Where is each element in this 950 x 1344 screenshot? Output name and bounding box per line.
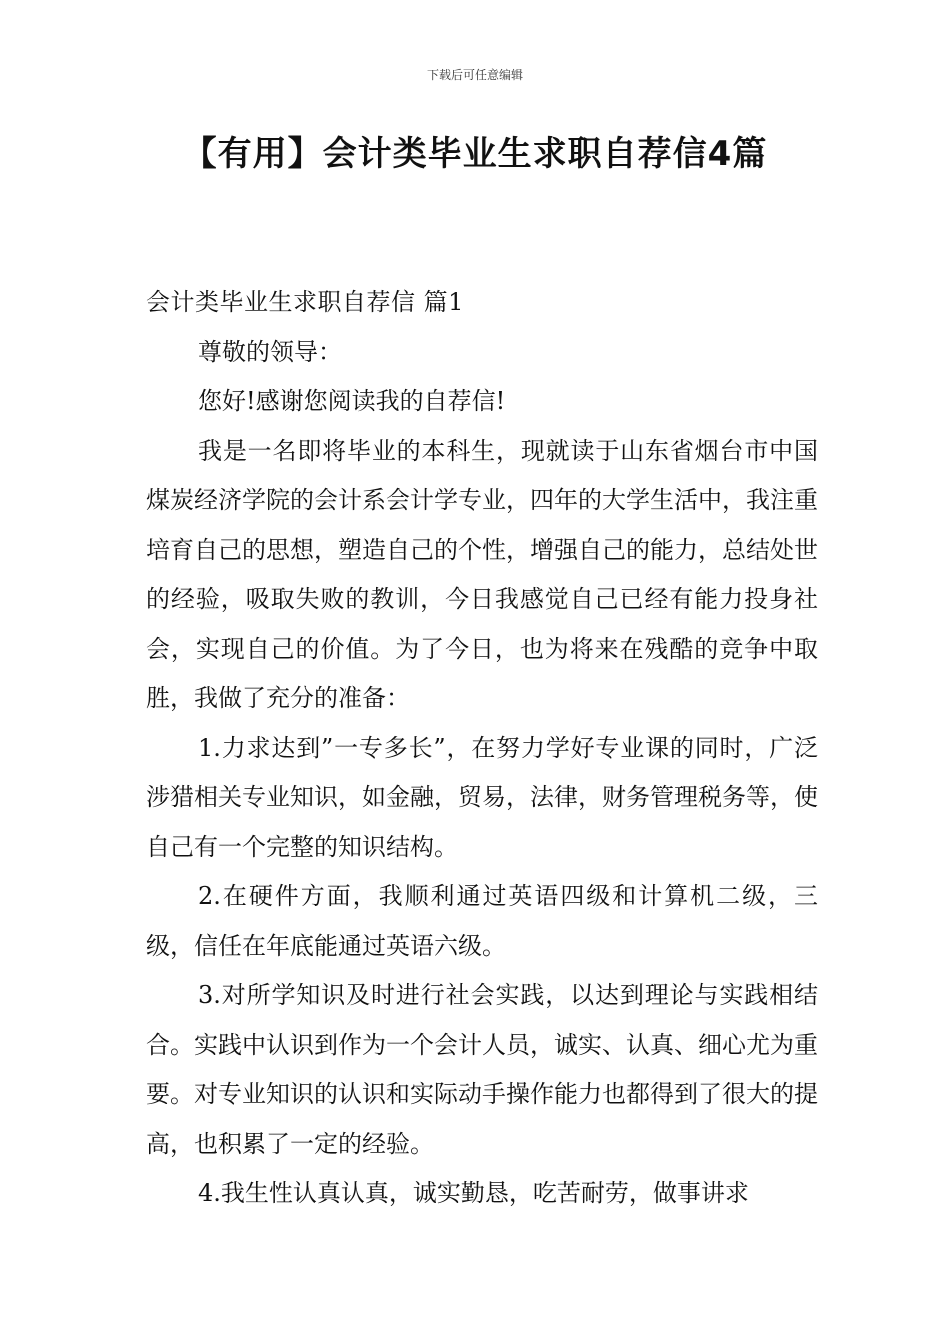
body-paragraph: 2.在硬件方面，我顺利通过英语四级和计算机二级，三级，信任在年底能通过英语六级。 xyxy=(146,882,818,960)
body-paragraph: 1.力求达到”一专多长”，在努力学好专业课的同时，广泛涉猎相关专业知识，如金融，贸易，法律，财务管理税务等，使自己有一个完整的知识结构。 xyxy=(146,733,818,861)
greeting: 您好!感谢您阅读我的自荐信! xyxy=(198,387,506,415)
body-paragraph: 3.对所学知识及时进行社会实践，以达到理论与实践相结合。实践中认识到作为一个会计人员，诚实、认真、细心尤为重要。对专业知识的认识和实际动手操作能力也都得到了很大的提高，也积累了一定的经验。 xyxy=(146,981,818,1158)
header-note: 下载后可任意编辑 xyxy=(426,68,523,82)
body-paragraph: 我是一名即将毕业的本科生，现就读于山东省烟台市中国煤炭经济学院的会计系会计学专业，四年的大学生活中，我注重培育自己的思想，塑造自己的个性，增强自己的能力，总结处世的经验，吸取失败的教训，今日我感觉自己已经有能力投身社会，实现自己的价值。为了今日，也为将来在残酷的竞争中取胜，我做了充分的准备： xyxy=(146,436,818,712)
letter-body xyxy=(146,278,818,1219)
document-title: 【有用】会计类毕业生求职自荐信4篇 xyxy=(182,134,768,174)
section-heading: 会计类毕业生求职自荐信 篇1 xyxy=(146,288,464,316)
body-paragraph: 4.我生性认真认真，诚实勤恳，吃苦耐劳，做事讲求 xyxy=(198,1179,749,1207)
salutation: 尊敬的领导： xyxy=(198,337,342,366)
